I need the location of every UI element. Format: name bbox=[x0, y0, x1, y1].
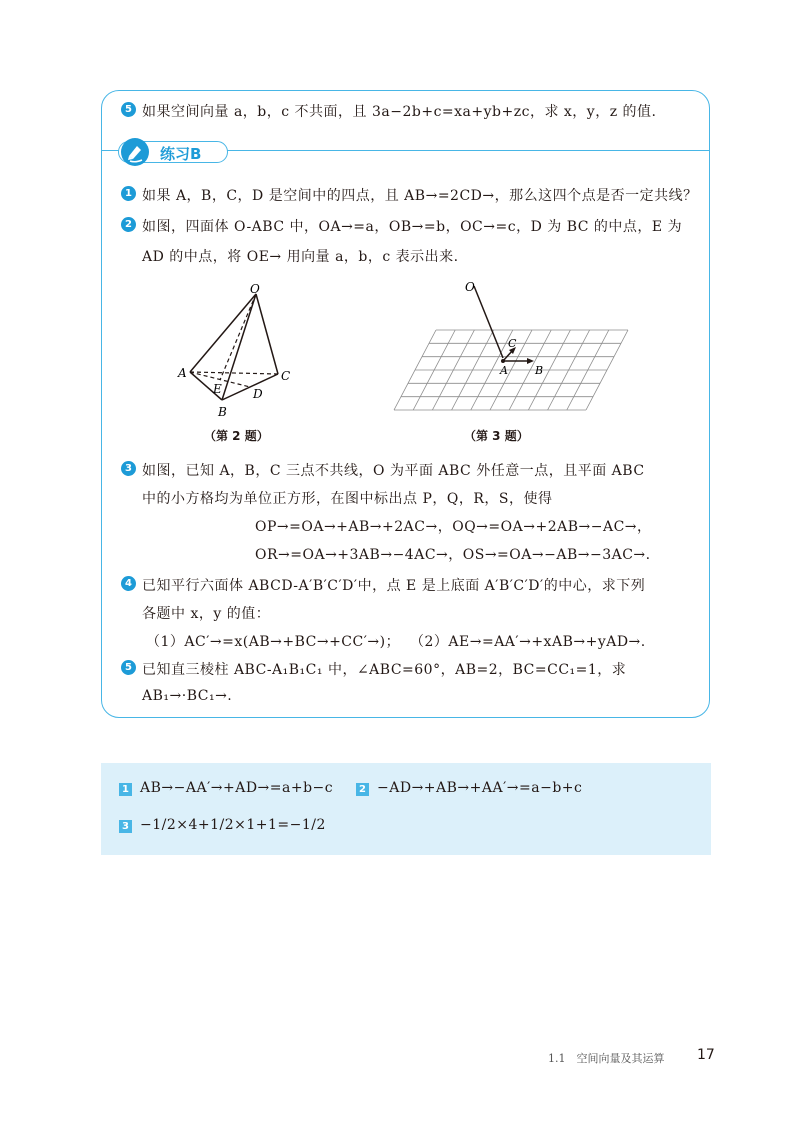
problem-text: 如图，已知 A，B，C 三点不共线，O 为平面 ABC 外任意一点，且平面 ABC bbox=[142, 463, 645, 479]
figure-caption: （第 3 题） bbox=[464, 429, 529, 443]
problem-text: AB₁→·BC₁→. bbox=[142, 688, 233, 704]
answer-text: −1/2×4+1/2×1+1=−1/2 bbox=[140, 817, 326, 833]
label-E: E bbox=[213, 382, 222, 396]
label-B: B bbox=[535, 364, 544, 377]
sub-question: （1）AC′→=x(AB→+BC→+CC′→)； bbox=[146, 634, 401, 650]
label-C: C bbox=[281, 369, 291, 383]
item-number: 2 bbox=[121, 217, 136, 232]
problem-text: 如果空间向量 a，b，c 不共面，且 3a−2b+c=xa+yb+zc，求 x，y，z 的值. bbox=[142, 104, 657, 120]
item-number: 3 bbox=[121, 461, 136, 476]
answer-number: 3 bbox=[119, 820, 132, 833]
label-C: C bbox=[508, 337, 517, 350]
footer-section: 1.1 空间向量及其运算 bbox=[548, 1052, 665, 1065]
label-D: D bbox=[253, 387, 263, 401]
answer-number: 1 bbox=[119, 783, 132, 796]
page-number: 17 bbox=[697, 1047, 715, 1063]
pencil-icon bbox=[121, 138, 149, 166]
label-B: B bbox=[218, 405, 227, 419]
label-O: O bbox=[250, 282, 260, 296]
figure-grid-plane bbox=[390, 278, 640, 418]
problem-text: 已知直三棱柱 ABC-A₁B₁C₁ 中，∠ABC=60°，AB=2，BC=CC₁=1，求 bbox=[142, 662, 627, 678]
item-number: 5 bbox=[121, 660, 136, 675]
problem-text: 已知平行六面体 ABCD-A′B′C′D′中，点 E 是上底面 A′B′C′D′的中心，求下列 bbox=[142, 578, 646, 594]
figure-caption: （第 2 题） bbox=[204, 429, 269, 443]
label-A: A bbox=[500, 364, 508, 377]
problem-text: 如图，四面体 O-ABC 中，OA→=a，OB→=b，OC→=c，D 为 BC 的中点，E 为 bbox=[142, 219, 683, 235]
problem-text: 中的小方格均为单位正方形，在图中标出点 P，Q，R，S，使得 bbox=[142, 491, 553, 507]
figure-tetrahedron bbox=[170, 280, 300, 420]
equation-line: OP→=OA→+AB→+2AC→，OQ→=OA→+2AB→−AC→， bbox=[255, 519, 652, 535]
problem-text: 如果 A，B，C，D 是空间中的四点，且 AB→=2CD→，那么这四个点是否一定共线？ bbox=[142, 188, 698, 204]
problem-text: AD 的中点，将 OE→ 用向量 a，b，c 表示出来. bbox=[142, 249, 459, 265]
answer-text: AB→−AA′→+AD→=a+b−c bbox=[140, 780, 334, 796]
problem-text: 各题中 x，y 的值： bbox=[142, 606, 271, 622]
answer-number: 2 bbox=[356, 783, 369, 796]
item-number: 4 bbox=[121, 576, 136, 591]
answer-text: −AD→+AB→+AA′→=a−b+c bbox=[377, 780, 583, 796]
equation-line: OR→=OA→+3AB→−4AC→，OS→=OA→−AB→−3AC→. bbox=[255, 547, 651, 563]
label-O: O bbox=[465, 280, 475, 294]
label-A: A bbox=[178, 366, 187, 380]
section-title: 练习B bbox=[160, 145, 202, 163]
answer-box bbox=[101, 763, 711, 855]
sub-question: （2）AE→=AA′→+xAB→+yAD→. bbox=[410, 634, 646, 650]
item-number: 5 bbox=[121, 102, 136, 117]
item-number: 1 bbox=[121, 186, 136, 201]
